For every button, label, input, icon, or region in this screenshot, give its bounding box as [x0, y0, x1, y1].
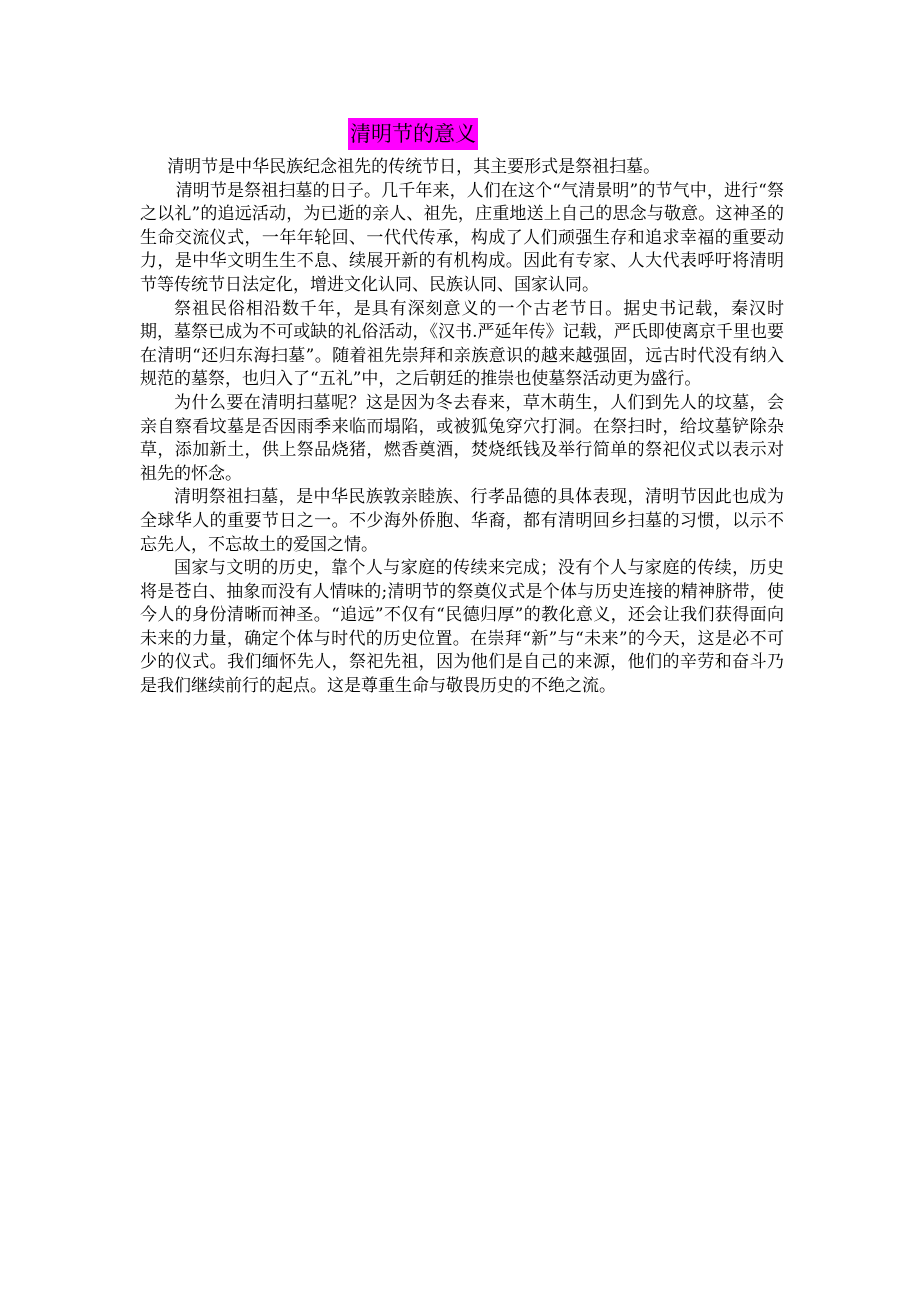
paragraph-4: 为什么要在清明扫墓呢？这是因为冬去春来，草木萌生，人们到先人的坟墓，会亲自察看坟墓是否因雨季来临而塌陷，或被狐兔穿穴打洞。在祭扫时，给坟墓铲除杂草，添加新土，供上祭品烧猪，燃香奠酒，焚烧纸钱及举行简单的祭祀仪式以表示对祖先的怀念。	[140, 392, 784, 484]
paragraph-5: 清明祭祖扫墓，是中华民族敦亲睦族、行孝品德的具体表现，清明节因此也成为全球华人的重要节日之一。不少海外侨胞、华裔，都有清明回乡扫墓的习惯，以示不忘先人，不忘故土的爱国之情。	[140, 487, 784, 555]
document-page	[140, 118, 784, 699]
paragraph-3: 祭祖民俗相沿数千年，是具有深刻意义的一个古老节日。据史书记载，秦汉时期，墓祭已成为不可或缺的礼俗活动，《汉书.严延年传》记载，严氏即使离京千里也要在清明“还归东海扫墓”。随着祖先崇拜和亲族意识的越来越强固，远古时代没有纳入规范的墓祭，也归入了“五礼”中，之后朝廷的推崇也使墓祭活动更为盛行。	[140, 298, 784, 390]
paragraph-1: 清明节是中华民族纪念祖先的传统节日，其主要形式是祭祖扫墓。	[167, 157, 661, 177]
paragraph-6: 国家与文明的历史，靠个人与家庭的传续来完成；没有个人与家庭的传续，历史将是苍白、抽象而没有人情味的;清明节的祭奠仪式是个体与历史连接的精神脐带，使今人的身份清晰而神圣。“追远”不仅有“民德归厚”的教化意义，还会让我们获得面向未来的力量，确定个体与时代的历史位置。在崇拜“新”与“未来”的今天，这是必不可少的仪式。我们缅怀先人，祭祀先祖，因为他们是自己的来源，他们的辛劳和奋斗乃是我们继续前行的起点。这是尊重生命与敬畏历史的不绝之流。	[140, 558, 784, 697]
document-title: 清明节的意义	[348, 118, 478, 150]
title-container	[140, 118, 784, 150]
paragraph-2: 清明节是祭祖扫墓的日子。几千年来，人们在这个“气清景明”的节气中，进行“祭之以礼”的追远活动，为已逝的亲人、祖先，庄重地送上自己的思念与敬意。这神圣的生命交流仪式，一年年轮回、一代代传承，构成了人们顽强生存和追求幸福的重要动力，是中华文明生生不息、续展开新的有机构成。因此有专家、人大代表呼吁将清明节等传统节日法定化，增进文化认同、民族认同、国家认同。	[140, 180, 784, 295]
